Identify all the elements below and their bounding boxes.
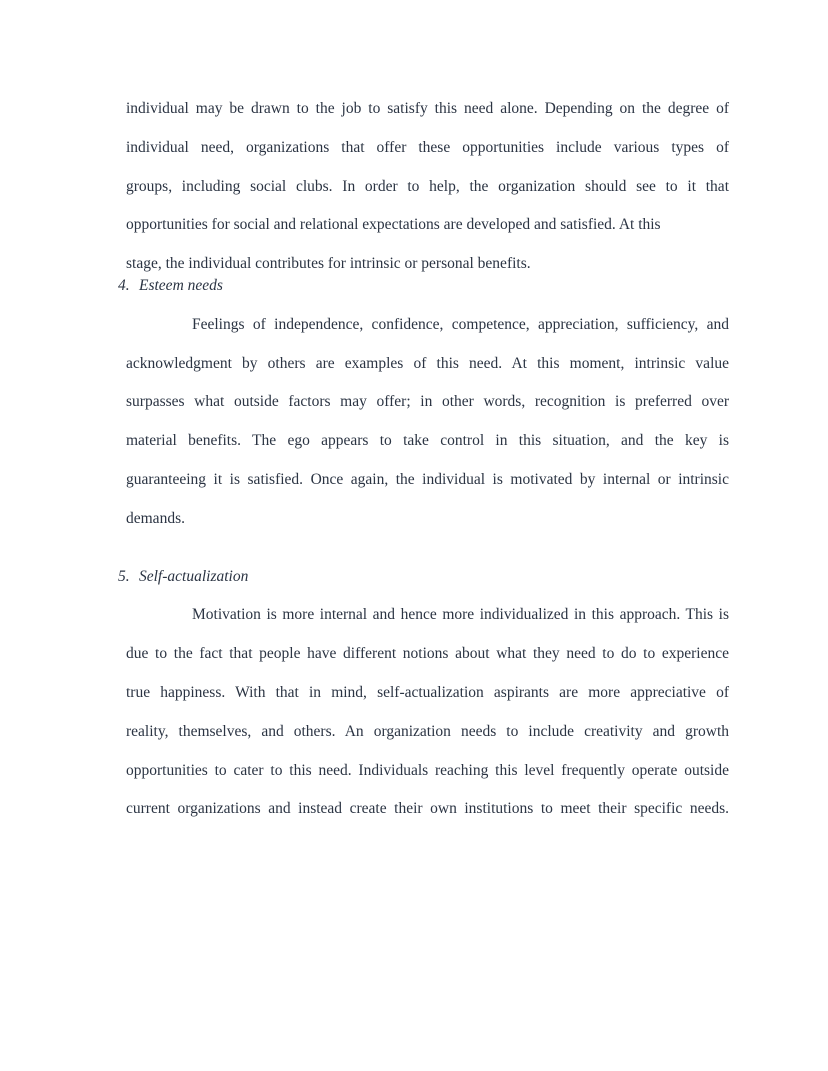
paragraph-line: surpasses what outside factors may offer; in other words, recognition is preferred over [126, 393, 729, 411]
paragraph-line: current organizations and instead create their own institutions to meet their specific needs. [126, 800, 729, 818]
paragraph-social-needs-continuation [126, 90, 729, 284]
paragraph-line: opportunities to cater to this need. Individuals reaching this level frequently operate outside [126, 761, 729, 779]
list-item-label: Esteem needs [139, 276, 223, 294]
paragraph-line: opportunities for social and relational expectations are developed and satisfied. At this [126, 216, 661, 234]
paragraph-line: individual need, organizations that offer these opportunities include various types of [126, 138, 729, 156]
paragraph-line: groups, including social clubs. In order to help, the organization should see to it that [126, 177, 729, 195]
paragraph-self-actualization [126, 596, 729, 829]
list-item-number: 5. [118, 567, 130, 585]
page-body [118, 90, 729, 829]
paragraph-line: acknowledgment by others are examples of this need. At this moment, intrinsic value [126, 354, 729, 372]
paragraph-line: Motivation is more internal and hence more individualized in this approach. This is [192, 606, 729, 624]
paragraph-esteem-needs [126, 306, 729, 539]
paragraph-line: true happiness. With that in mind, self-actualization aspirants are more appreciative of [126, 683, 729, 701]
list-item-self-actualization [118, 558, 729, 597]
list-item-label: Self-actualization [139, 567, 249, 585]
list-item-number: 4. [118, 276, 130, 294]
paragraph-line: guaranteeing it is satisfied. Once again, the individual is motivated by internal or intrinsic [126, 470, 729, 488]
paragraph-line: Feelings of independence, confidence, competence, appreciation, sufficiency, and [192, 315, 729, 333]
paragraph-line: stage, the individual contributes for intrinsic or personal benefits. [126, 255, 531, 273]
paragraph-line: material benefits. The ego appears to take control in this situation, and the key is [126, 432, 729, 450]
paragraph-line: demands. [126, 509, 185, 527]
paragraph-line: individual may be drawn to the job to satisfy this need alone. Depending on the degree of [126, 100, 729, 117]
paragraph-line: reality, themselves, and others. An organization needs to include creativity and growth [126, 722, 729, 740]
paragraph-line: due to the fact that people have different notions about what they need to do to experience [126, 645, 729, 663]
